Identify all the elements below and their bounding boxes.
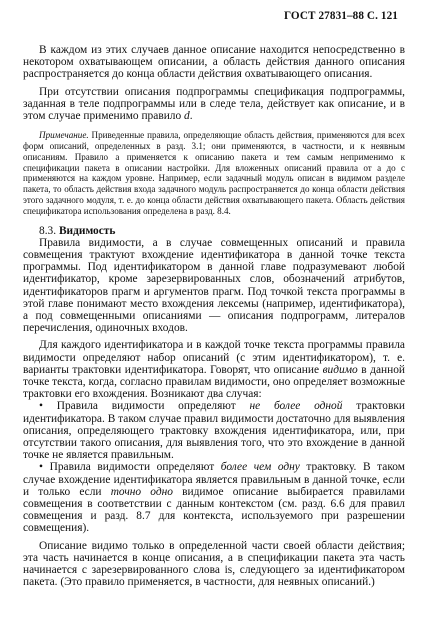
emphasized-term: не более одной <box>249 400 343 413</box>
paragraph-scope-enclosing: В каждом из этих случаев данное описание находится непосредственно в некотором охватывающем описании, а область действия данного описания распространяется до конца области действия охватывающего описания. <box>23 44 405 81</box>
bullet-text: трактовку. В таком случае вхождение идентификатора является правильным в данной точке, если и только если <box>23 461 405 498</box>
paragraph-subprogram-spec <box>23 86 405 123</box>
page-body <box>23 44 405 588</box>
paragraph-visibility-part: Описание видимо только в определенной части своей области действия; эта часть начинается в конце описания, а в спецификации пакета эта часть начинается с зарезервированного слова is, следующего за идентификатором пакета. (Это правило применяется, в частности, для неявных описаний.) <box>23 539 405 589</box>
paragraph-text: . <box>189 110 193 123</box>
paragraph-text: При отсутствии описания подпрограммы спецификация подпрограммы, заданная в теле подпрограммы или в следе тела, действует как описание, и в этом случае применимо правило <box>23 85 405 123</box>
note-label: Примечание. <box>39 130 89 141</box>
note-text: Приведенные правила, определяющие область действия, применяются для всех форм описаний, определенных в разд. 3.1; они применяются, в частности, и к неявным описаниям. Правило a применяется к описанию пакета и тем самым неприменимо к спецификации пакета в описании настройки. Для вложенных описаний правила от a до c применяются на каждом уровне. Например, если задачный модуль описан в видимом разделе пакета, то область действия входа задачного модуль распространяется до конца области действия этого задачного модуля, т. е. до конца области действия охватывающего пакета. Область действия спецификатора использования определена в разд. 8.4. <box>23 130 405 216</box>
bullet-text: • Правила видимости определяют <box>39 461 221 474</box>
bullet-text: видимое описание выбирается правилами совмещения в соответствии с данным контекстом (см. разд. 6.6 для правил совмещения и разд. 8.7 для контекста, используемого при разрешении совмещения). <box>23 485 405 535</box>
paragraph-text: Для каждого идентификатора и в каждой точке текста программы правила видимости определяют набор описаний (с этим идентификатором), т. е. варианты трактовки идентификатора. Говорят, что описание <box>23 339 405 376</box>
page-header: ГОСТ 27831–88 С. 121 <box>283 10 398 22</box>
paragraph-visibility-rules: Правила видимости, а в случае совмещенных описаний и правила совмещения трактуют вхождение идентификатора в данной точке текста программы. Под идентификатором в данной главе подразумевают любой идентификатор, кроме зарезервированных слов, обозначений атрибутов, идентификаторов прагм и аргументов прагм. Под точкой текста программы в этой главе понимают место вхождения лексемы (например, идентификатора), а под совмещенными описаниями — описания подпрограмм, литералов перечисления, одиночных входов. <box>23 236 405 335</box>
paragraph-text: в данной точке текста, когда, согласно правилам видимости, оно определяет возможные трактовки его вхождения. Возникают два случая: <box>23 363 405 401</box>
bullet-item-at-most-one <box>23 400 405 461</box>
emphasized-term: более чем одну <box>220 461 300 474</box>
rule-letter: d <box>184 110 190 123</box>
bullet-item-more-than-one <box>23 461 405 534</box>
emphasized-term: точно одно <box>110 485 173 498</box>
section-number: 8.3. <box>39 224 57 237</box>
bullet-text: • Правила видимости определяют <box>39 400 250 413</box>
paragraph-visible-definition <box>23 339 405 400</box>
emphasized-term: видимо <box>322 363 358 376</box>
section-heading <box>23 225 405 237</box>
note-paragraph <box>23 130 405 216</box>
bullet-text: трактовки идентификатора. В таком случае правил видимости достаточно для выявления описания, определяющего трактовку вхождения идентификатора, или, при отсутствии такого описания, для выявления того, что это вхождение в данной точке не является правильным. <box>23 400 405 462</box>
section-name: Видимость <box>58 224 116 237</box>
